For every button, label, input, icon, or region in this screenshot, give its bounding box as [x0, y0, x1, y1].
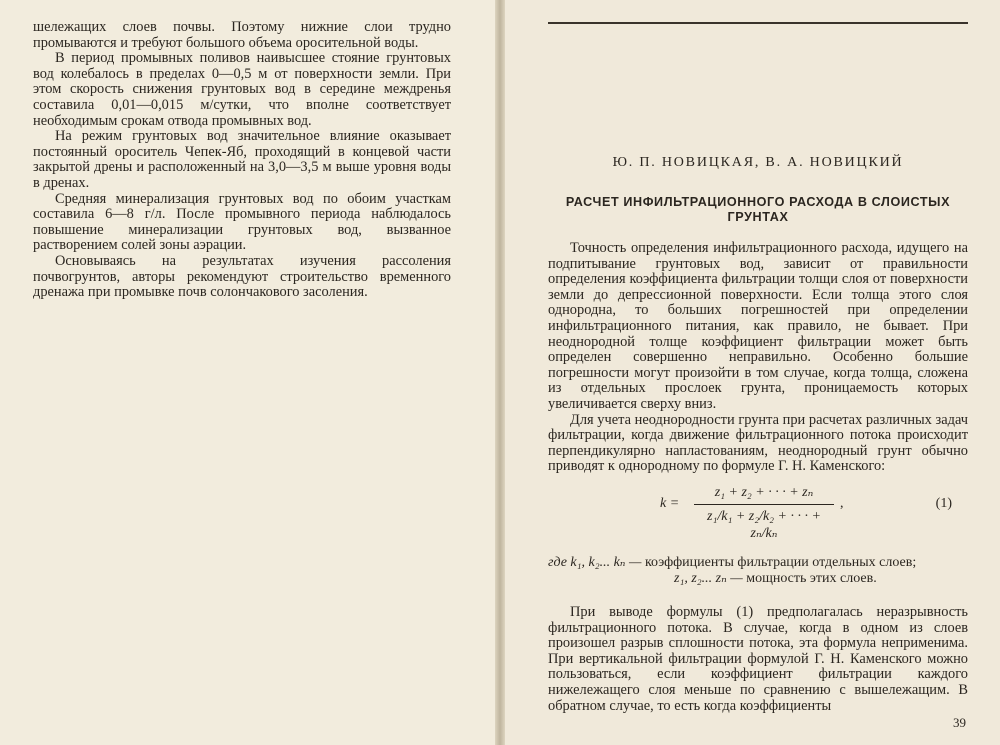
book-gutter [495, 0, 505, 745]
left-paragraph: На режим грунтовых вод значительное влияние оказывает постоянный ороситель Чепек-Яб, проходящий в концевой части закрытой дрены и расположенный на 3,0—3,5 м выше уровня воды в дренах. [33, 128, 451, 191]
formula-comma: , [840, 496, 844, 511]
formula-numerator: z₁ + z₂ + · · · + zₙ [714, 485, 814, 500]
legend-text: коэффициенты фильтрации отдельных слоев; [644, 555, 917, 570]
left-page-text [33, 20, 451, 301]
right-paragraph: Точность определения инфильтрационного расхода, идущего на подпитывание грунтовых вод, зависит от правильности определения коэффициента фильтрации толщи слоя от поверхности земли до депрессионной поверхности. Если толща этого слоя однородна, то больших погрешностей при определении инфильтрационного питания, как правило, не бывает. При неоднородной толще коэффициент фильтрации может быть определен совершенно неправильно. Особенно большие погрешности могут произойти в том случае, когда толща, сложена из отдельных прослоек грунта, проницаемость которых увеличивается сверху вниз. [548, 240, 968, 412]
legend-row-z [548, 571, 968, 587]
legend-symbols: где k₁, k₂... kₙ — [548, 555, 642, 570]
article-authors: Ю. П. НОВИЦКАЯ, В. А. НОВИЦКИЙ [612, 155, 904, 170]
formula-legend [548, 555, 968, 586]
left-paragraph: шележащих слоев почвы. Поэтому нижние слои трудно промываются и требуют большого объема оросительной воды. [33, 19, 451, 51]
left-paragraph: Основываясь на результатах изучения рассоления почвогрунтов, авторы рекомендуют строительство временного дренажа при промывке почв солончакового засоления. [33, 252, 451, 301]
right-intro-text [548, 241, 968, 475]
fraction-bar [694, 504, 834, 505]
page-number: 39 [953, 715, 966, 730]
left-paragraph: В период промывных поливов наивысшее стояние грунтовых вод колебалось в пределах 0—0,5 м от поверхности земли. При этом скорость снижения грунтовых вод в середине междренья составила 0,01—0,015 м/сутки, что вполне соответствует необходимым срокам отвода промывных вод. [33, 50, 451, 129]
formula-lhs: k = [660, 496, 680, 511]
formula-fraction [694, 484, 834, 539]
left-paragraph: Средняя минерализация грунтовых вод по обоим участкам составила 6—8 г/л. После промывного периода наблюдалось повышение минерализации грунтовых вод, вызванное растворением солей зоны аэрации. [33, 190, 451, 254]
right-continuation-text [548, 605, 968, 714]
legend-text: мощность этих слоев. [746, 570, 877, 586]
legend-row-k [548, 555, 968, 571]
legend-symbols: z₁, z₂... zₙ — [674, 570, 743, 586]
kamensky-formula [548, 482, 968, 544]
right-paragraph: При выводе формулы (1) предполагалась неразрывность фильтрационного потока. В случае, когда в одном из слоев произошел разрыв сплошности потока, эта формула неприменима. При вертикальной фильтрации формулой Г. Н. Каменского можно пользоваться, если коэффициент фильтрации каждого нижележащего слоя меньше по сравнению с вышележащим. В обратном случае, то есть когда коэффициенты [548, 604, 968, 714]
right-paragraph: Для учета неоднородности грунта при расчетах различных задач фильтрации, когда движение фильтрационного потока происходит перпендикулярно напластованиям, неоднородный грунт обычно приводят к однородному по формуле Г. Н. Каменского: [548, 411, 968, 475]
header-rule [548, 22, 968, 24]
formula-denominator: z₁/k₁ + z₂/k₂ + · · · + zₙ/kₙ [707, 509, 821, 541]
equation-number: (1) [935, 496, 952, 511]
article-title: РАСЧЕТ ИНФИЛЬТРАЦИОННОГО РАСХОДА В СЛОИСТЫХ ГРУНТАХ [565, 195, 951, 224]
